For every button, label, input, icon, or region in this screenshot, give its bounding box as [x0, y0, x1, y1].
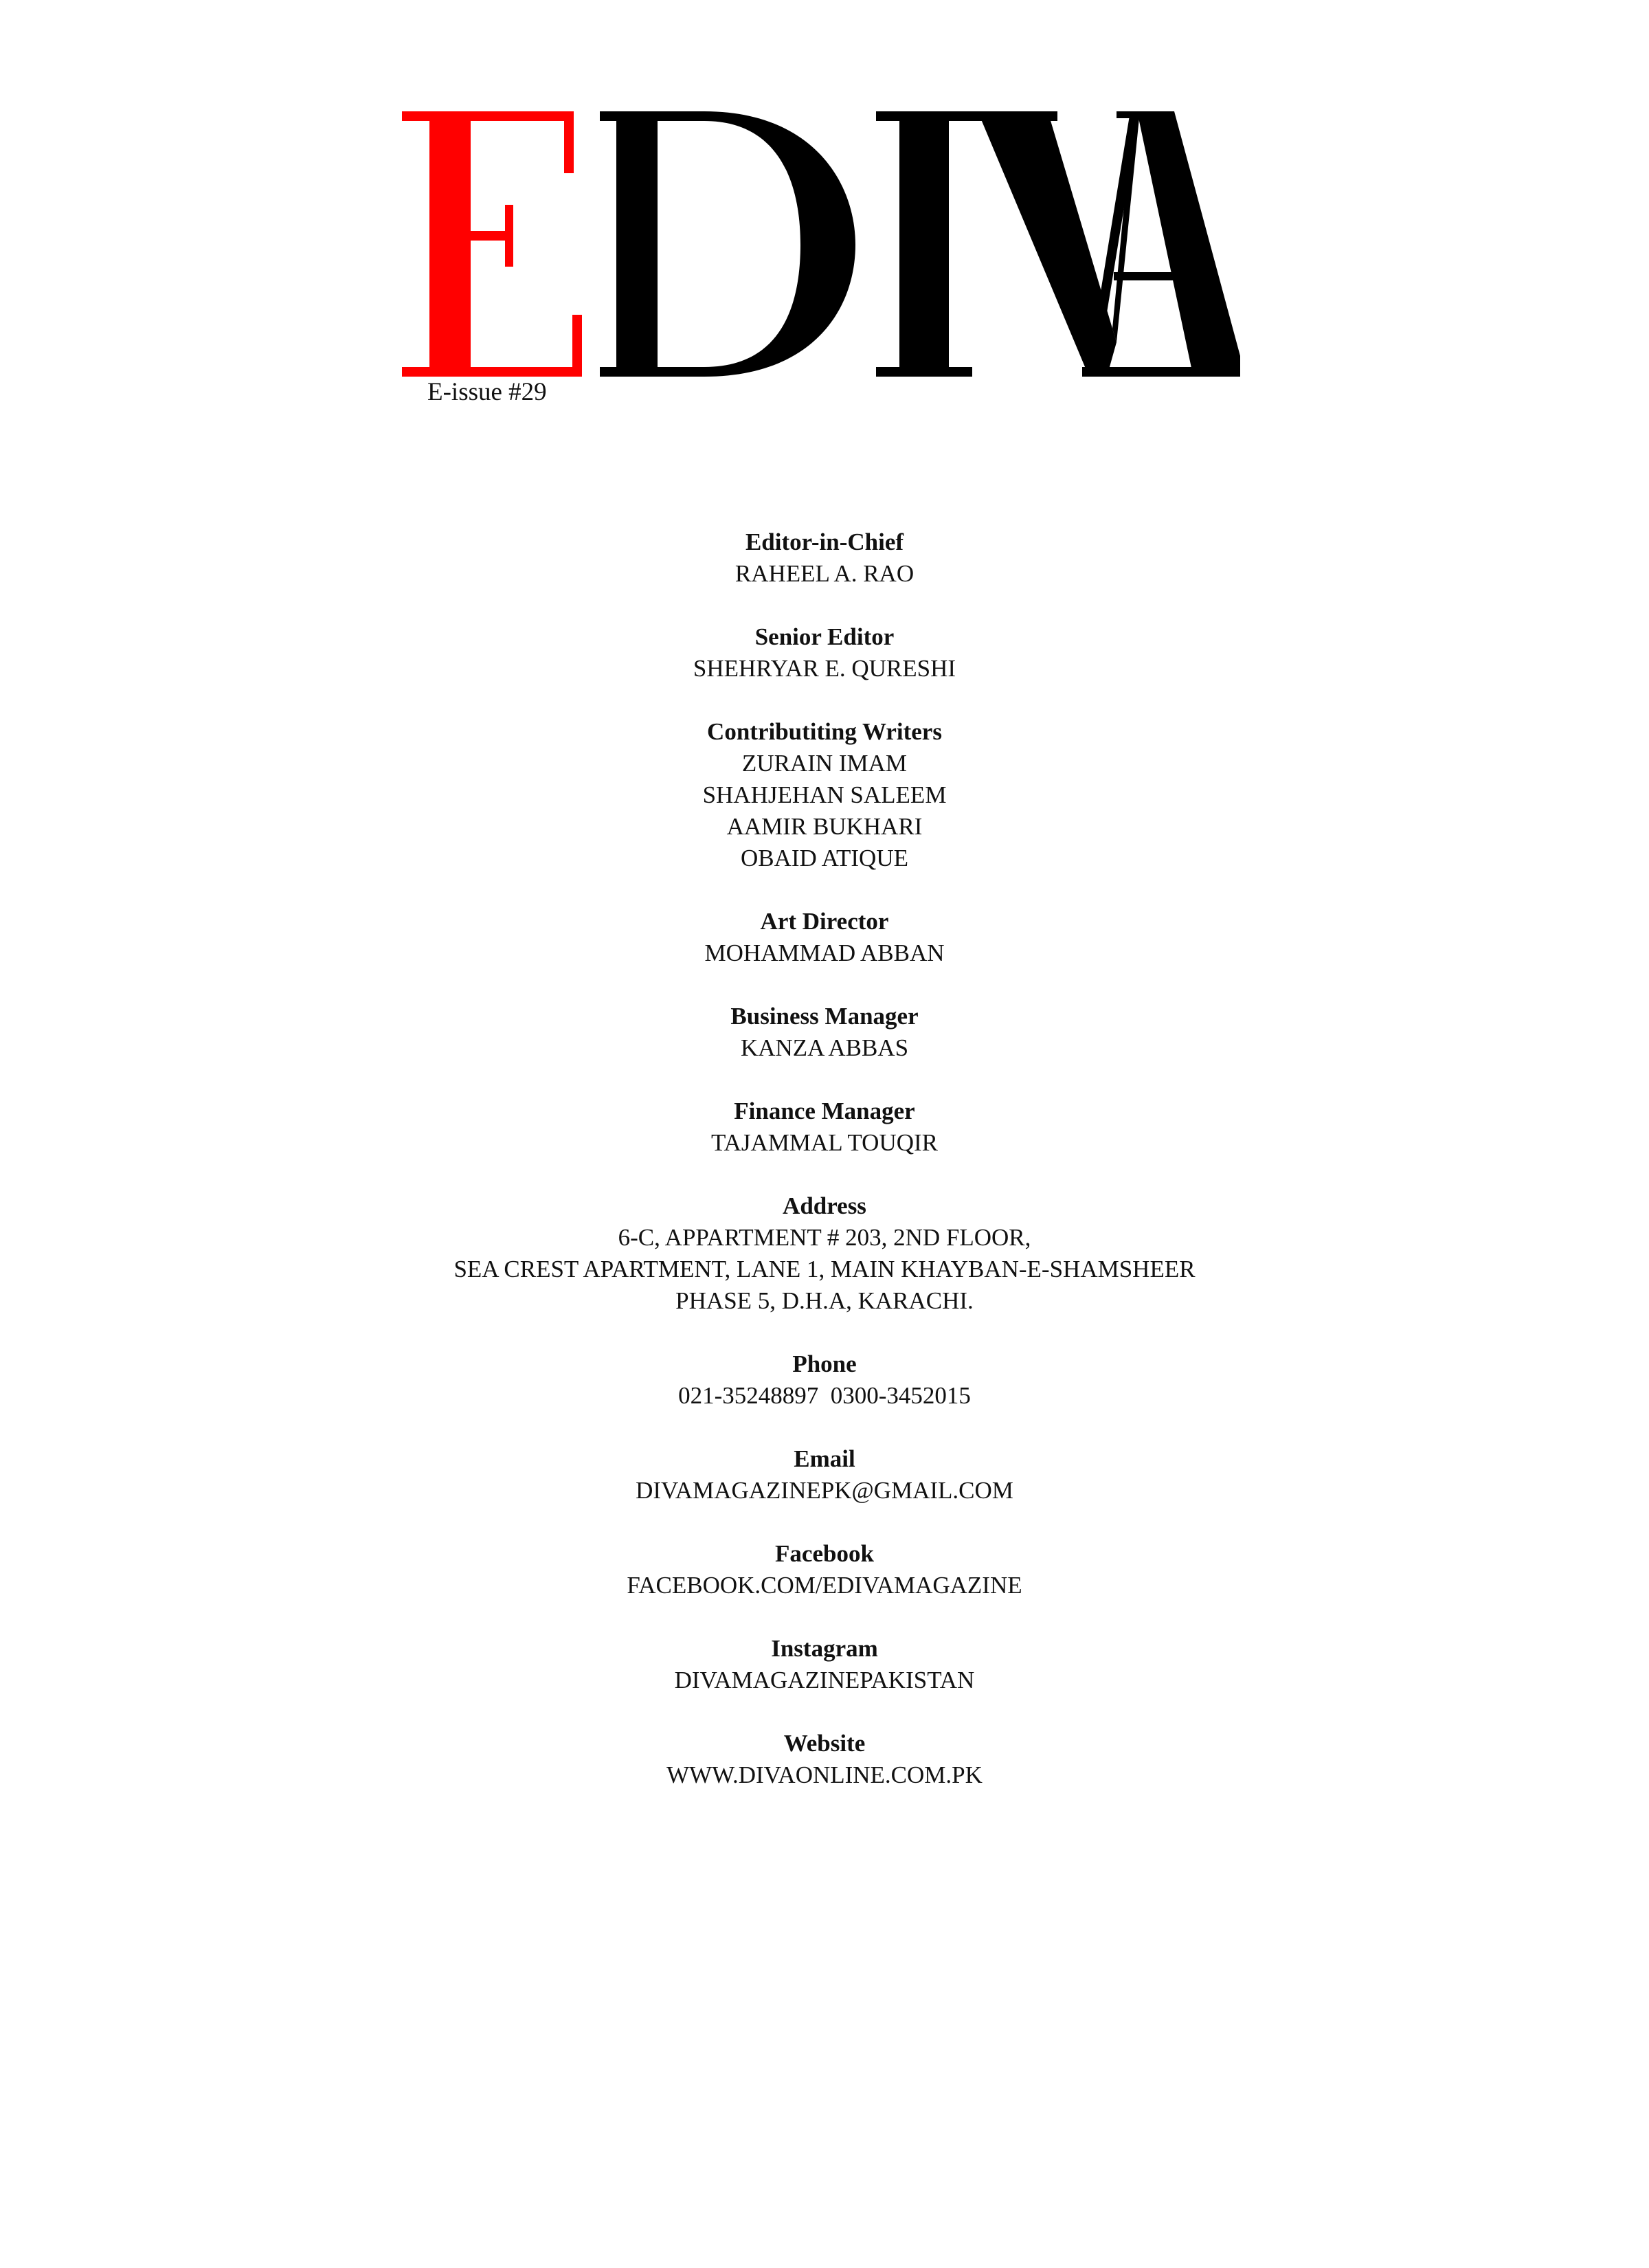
- address-line: 6-C, APPARTMENT # 203, 2ND FLOOR,: [618, 1224, 1031, 1251]
- credit-name: KANZA ABBAS: [740, 1034, 909, 1061]
- contact-phone: [0, 1348, 1649, 1412]
- credit-editor-in-chief: [0, 526, 1649, 590]
- credit-contributing-writers: [0, 716, 1649, 874]
- credit-finance-manager: [0, 1096, 1649, 1159]
- contact-label: Instagram: [771, 1635, 878, 1662]
- contact-label: Address: [783, 1192, 866, 1219]
- instagram-handle: DIVAMAGAZINEPAKISTAN: [674, 1667, 975, 1693]
- ediva-logo-graphic: [402, 109, 1240, 383]
- credit-name: AAMIR BUKHARI: [726, 813, 923, 840]
- credit-label: Contributiting Writers: [707, 718, 942, 745]
- credit-name: TAJAMMAL TOUQIR: [710, 1129, 939, 1156]
- credit-business-manager: [0, 1001, 1649, 1064]
- credit-name: RAHEEL A. RAO: [734, 560, 915, 587]
- contact-label: Phone: [792, 1350, 857, 1377]
- credit-name: MOHAMMAD ABBAN: [704, 940, 945, 966]
- credit-art-director: [0, 906, 1649, 969]
- contact-instagram: [0, 1633, 1649, 1696]
- credit-label: Art Director: [760, 908, 889, 935]
- credit-name: OBAID ATIQUE: [740, 845, 908, 871]
- website-url: WWW.DIVAONLINE.COM.PK: [666, 1761, 983, 1788]
- email-address: DIVAMAGAZINEPK@GMAIL.COM: [636, 1477, 1013, 1504]
- ediva-logo: [402, 109, 1240, 383]
- address-line: PHASE 5, D.H.A, KARACHI.: [675, 1287, 974, 1314]
- credit-name: ZURAIN IMAM: [741, 750, 908, 777]
- issue-number: E-issue #29: [427, 378, 547, 406]
- credit-label: Business Manager: [730, 1003, 919, 1030]
- contact-label: Website: [783, 1730, 866, 1757]
- masthead-credits: [0, 526, 1649, 1823]
- phone-numbers: 021-35248897 0300-3452015: [678, 1382, 971, 1409]
- credit-name: SHAHJEHAN SALEEM: [702, 781, 947, 808]
- logo-letter-i: [876, 111, 972, 377]
- credit-label: Senior Editor: [754, 623, 895, 650]
- contact-address: [0, 1190, 1649, 1317]
- contact-facebook: [0, 1538, 1649, 1601]
- logo-letter-e: [402, 111, 582, 377]
- credit-senior-editor: [0, 621, 1649, 685]
- credit-label: Editor-in-Chief: [745, 529, 904, 555]
- credit-label: Finance Manager: [734, 1098, 915, 1124]
- contact-label: Facebook: [775, 1540, 874, 1567]
- logo-letter-d: [600, 111, 855, 377]
- facebook-url: FACEBOOK.COM/EDIVAMAGAZINE: [627, 1572, 1022, 1599]
- contact-label: Email: [794, 1445, 855, 1472]
- credit-name: SHEHRYAR E. QURESHI: [693, 655, 956, 682]
- contact-email: [0, 1443, 1649, 1507]
- address-line: SEA CREST APARTMENT, LANE 1, MAIN KHAYBAN-E-SHAMSHEER: [453, 1256, 1196, 1282]
- contact-website: [0, 1728, 1649, 1791]
